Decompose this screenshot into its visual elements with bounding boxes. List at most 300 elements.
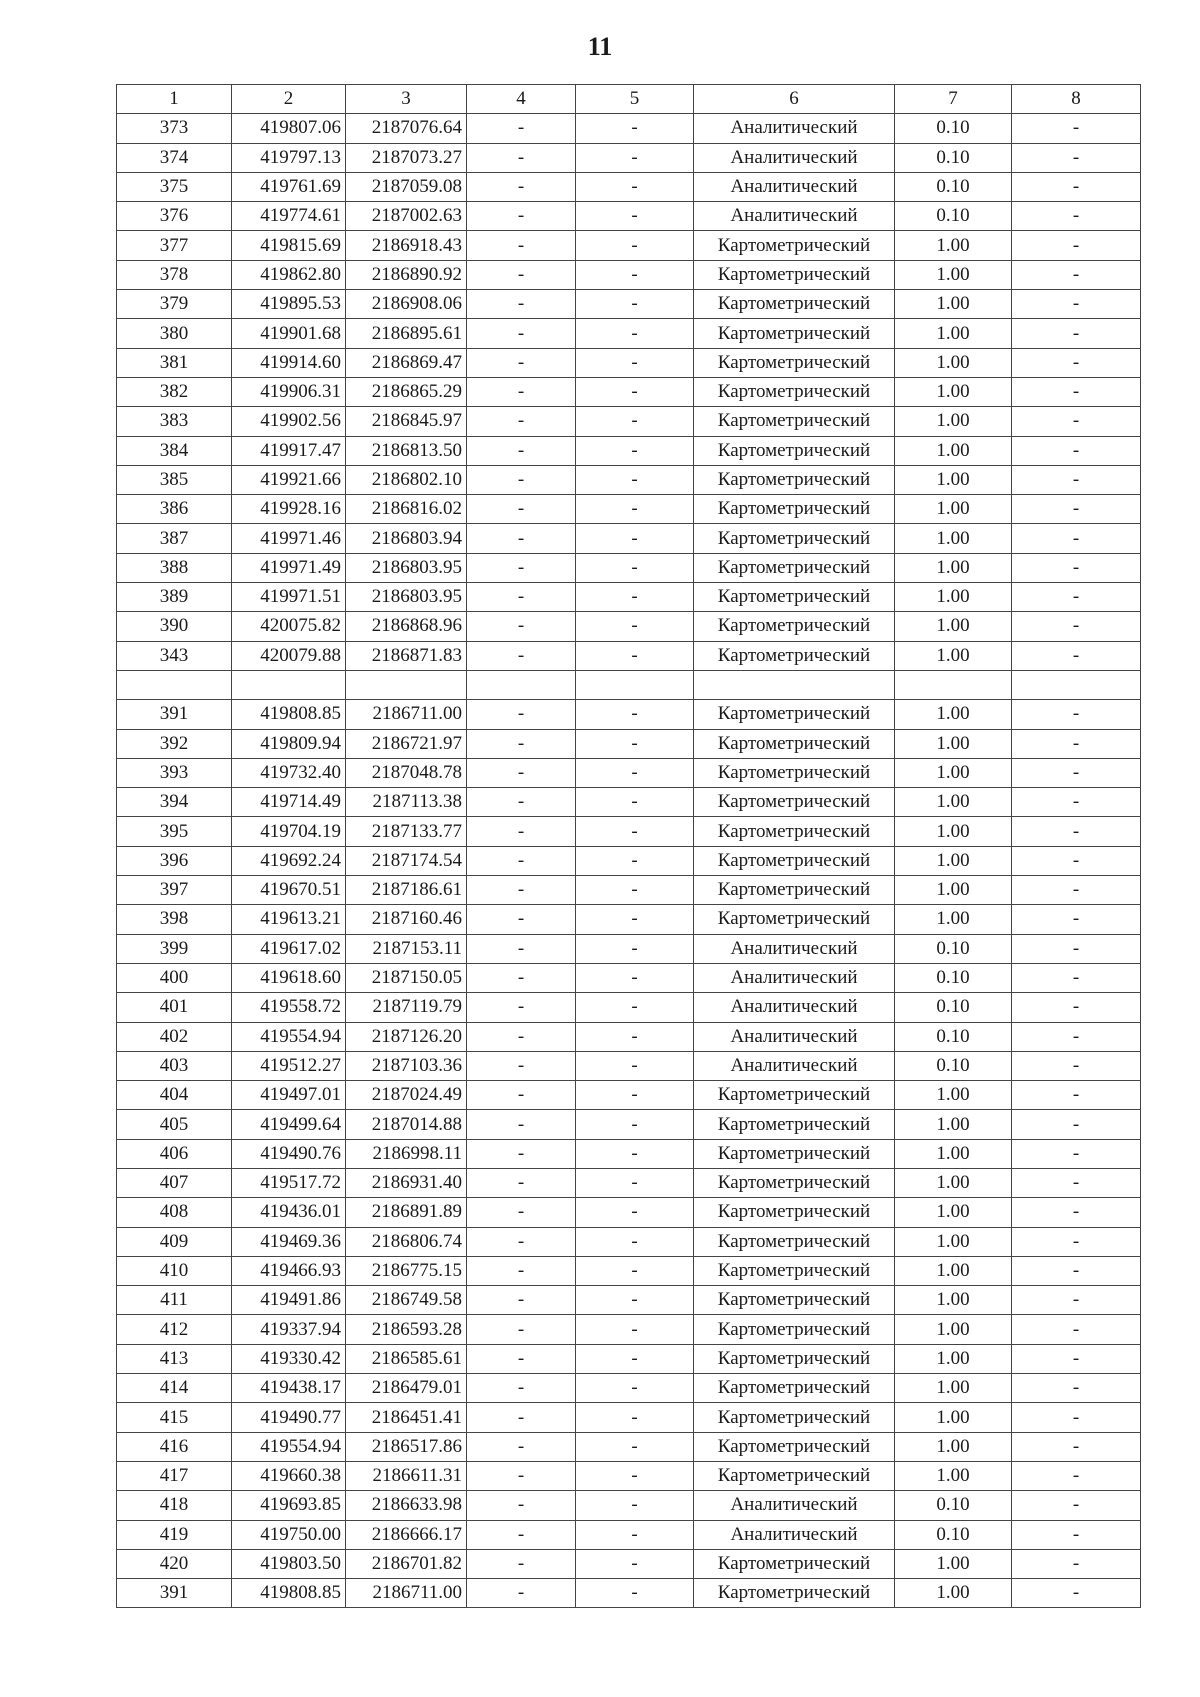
table-row (117, 1403, 1141, 1432)
cell-point-number: 416 (117, 1432, 232, 1461)
table-row (117, 1579, 1141, 1608)
cell-column-5-value: - (576, 846, 694, 875)
cell-method: Картометрический (694, 1081, 895, 1110)
cell-column-5-value: - (576, 817, 694, 846)
cell-accuracy: 1.00 (895, 1286, 1012, 1315)
cell-x-coordinate: 419337.94 (232, 1315, 346, 1344)
cell-method: Аналитический (694, 143, 895, 172)
cell-accuracy: 1.00 (895, 905, 1012, 934)
cell-point-number: 393 (117, 758, 232, 787)
table-row (117, 260, 1141, 289)
cell-y-coordinate: 2186871.83 (346, 641, 467, 670)
cell-column-4-value: - (467, 1403, 576, 1432)
cell-y-coordinate: 2187119.79 (346, 993, 467, 1022)
cell-y-coordinate: 2187113.38 (346, 788, 467, 817)
cell-column-8-value: - (1012, 788, 1141, 817)
cell-column-4-value: - (467, 465, 576, 494)
cell-y-coordinate: 2187073.27 (346, 143, 467, 172)
cell-point-number: 382 (117, 377, 232, 406)
cell-y-coordinate: 2186585.61 (346, 1344, 467, 1373)
table-row (117, 700, 1141, 729)
cell-column-4-value: - (467, 1256, 576, 1285)
cell-accuracy: 1.00 (895, 260, 1012, 289)
cell-accuracy: 1.00 (895, 788, 1012, 817)
table-row (117, 1139, 1141, 1168)
cell-column-4-value: - (467, 319, 576, 348)
cell-y-coordinate: 2186611.31 (346, 1461, 467, 1490)
table-row (117, 583, 1141, 612)
cell-point-number: 386 (117, 495, 232, 524)
cell-point-number: 398 (117, 905, 232, 934)
cell-accuracy: 0.10 (895, 143, 1012, 172)
cell-column-5-value: - (576, 231, 694, 260)
cell-column-4-value: - (467, 1198, 576, 1227)
cell-column-8-value: - (1012, 1403, 1141, 1432)
cell-point-number: 395 (117, 817, 232, 846)
cell-method (694, 670, 895, 699)
cell-column-5-value: - (576, 1227, 694, 1256)
cell-method: Картометрический (694, 1549, 895, 1578)
cell-y-coordinate: 2186775.15 (346, 1256, 467, 1285)
cell-accuracy: 0.10 (895, 993, 1012, 1022)
cell-accuracy: 1.00 (895, 319, 1012, 348)
cell-column-5-value: - (576, 934, 694, 963)
cell-column-4-value: - (467, 407, 576, 436)
table-row (117, 612, 1141, 641)
cell-column-5-value: - (576, 1110, 694, 1139)
cell-method: Картометрический (694, 524, 895, 553)
cell-point-number: 377 (117, 231, 232, 260)
table-row (117, 465, 1141, 494)
cell-column-4-value: - (467, 1520, 576, 1549)
cell-x-coordinate (232, 670, 346, 699)
cell-accuracy: 1.00 (895, 1198, 1012, 1227)
cell-column-8-value: - (1012, 377, 1141, 406)
cell-y-coordinate: 2186451.41 (346, 1403, 467, 1432)
cell-y-coordinate: 2186593.28 (346, 1315, 467, 1344)
cell-accuracy (895, 670, 1012, 699)
cell-method: Картометрический (694, 1432, 895, 1461)
cell-point-number: 373 (117, 114, 232, 143)
cell-x-coordinate: 419902.56 (232, 407, 346, 436)
cell-column-4-value: - (467, 290, 576, 319)
cell-column-8-value: - (1012, 993, 1141, 1022)
cell-column-5-value: - (576, 436, 694, 465)
table-row (117, 348, 1141, 377)
cell-column-8-value: - (1012, 700, 1141, 729)
cell-accuracy: 0.10 (895, 1022, 1012, 1051)
cell-x-coordinate: 419436.01 (232, 1198, 346, 1227)
cell-column-8-value: - (1012, 114, 1141, 143)
cell-column-5-value: - (576, 1403, 694, 1432)
column-header-1: 1 (117, 85, 232, 114)
cell-column-8-value: - (1012, 817, 1141, 846)
cell-column-5-value: - (576, 876, 694, 905)
cell-x-coordinate: 419617.02 (232, 934, 346, 963)
cell-column-8-value: - (1012, 407, 1141, 436)
cell-column-8-value: - (1012, 1168, 1141, 1197)
cell-column-4-value: - (467, 143, 576, 172)
cell-x-coordinate: 419895.53 (232, 290, 346, 319)
cell-method: Картометрический (694, 319, 895, 348)
cell-y-coordinate: 2186806.74 (346, 1227, 467, 1256)
table-row (117, 817, 1141, 846)
cell-column-4-value: - (467, 1432, 576, 1461)
cell-x-coordinate: 419554.94 (232, 1022, 346, 1051)
cell-column-5-value: - (576, 348, 694, 377)
cell-accuracy: 1.00 (895, 231, 1012, 260)
cell-column-4-value: - (467, 1110, 576, 1139)
cell-point-number: 406 (117, 1139, 232, 1168)
cell-method: Картометрический (694, 1168, 895, 1197)
cell-column-8-value: - (1012, 202, 1141, 231)
cell-x-coordinate: 419803.50 (232, 1549, 346, 1578)
cell-point-number: 414 (117, 1374, 232, 1403)
cell-x-coordinate: 419971.46 (232, 524, 346, 553)
cell-column-4-value: - (467, 114, 576, 143)
cell-accuracy: 1.00 (895, 641, 1012, 670)
cell-accuracy: 1.00 (895, 348, 1012, 377)
table-row (117, 846, 1141, 875)
cell-column-5-value: - (576, 1139, 694, 1168)
cell-column-5-value: - (576, 1256, 694, 1285)
cell-column-5-value: - (576, 729, 694, 758)
cell-column-4-value: - (467, 1549, 576, 1578)
cell-method: Аналитический (694, 963, 895, 992)
cell-column-4-value: - (467, 817, 576, 846)
cell-column-4-value: - (467, 1081, 576, 1110)
cell-point-number: 410 (117, 1256, 232, 1285)
cell-column-5-value: - (576, 612, 694, 641)
cell-x-coordinate: 419809.94 (232, 729, 346, 758)
table-row (117, 963, 1141, 992)
cell-column-4-value: - (467, 1168, 576, 1197)
cell-method: Картометрический (694, 817, 895, 846)
cell-accuracy: 0.10 (895, 202, 1012, 231)
cell-column-4-value: - (467, 1286, 576, 1315)
cell-column-8-value: - (1012, 905, 1141, 934)
cell-method: Аналитический (694, 1520, 895, 1549)
cell-y-coordinate: 2187186.61 (346, 876, 467, 905)
cell-y-coordinate: 2186845.97 (346, 407, 467, 436)
table-row (117, 1168, 1141, 1197)
cell-method: Аналитический (694, 1051, 895, 1080)
cell-column-5-value: - (576, 1051, 694, 1080)
cell-point-number: 397 (117, 876, 232, 905)
cell-y-coordinate: 2186890.92 (346, 260, 467, 289)
cell-column-8-value: - (1012, 1579, 1141, 1608)
column-header-6: 6 (694, 85, 895, 114)
cell-column-5-value: - (576, 1579, 694, 1608)
cell-column-5-value: - (576, 1198, 694, 1227)
cell-column-5-value (576, 670, 694, 699)
cell-accuracy: 1.00 (895, 1081, 1012, 1110)
cell-y-coordinate: 2186721.97 (346, 729, 467, 758)
cell-x-coordinate: 419797.13 (232, 143, 346, 172)
cell-column-8-value: - (1012, 729, 1141, 758)
cell-column-5-value: - (576, 553, 694, 582)
cell-column-4-value: - (467, 231, 576, 260)
cell-column-4-value: - (467, 1139, 576, 1168)
cell-point-number: 380 (117, 319, 232, 348)
cell-accuracy: 1.00 (895, 583, 1012, 612)
cell-point-number: 401 (117, 993, 232, 1022)
cell-x-coordinate: 420079.88 (232, 641, 346, 670)
table-row (117, 114, 1141, 143)
cell-accuracy: 0.10 (895, 963, 1012, 992)
cell-column-8-value: - (1012, 612, 1141, 641)
cell-y-coordinate: 2187150.05 (346, 963, 467, 992)
cell-accuracy: 1.00 (895, 495, 1012, 524)
cell-method: Аналитический (694, 172, 895, 201)
cell-method: Картометрический (694, 495, 895, 524)
cell-method: Картометрический (694, 1403, 895, 1432)
cell-column-8-value (1012, 670, 1141, 699)
cell-accuracy: 1.00 (895, 1168, 1012, 1197)
table-row (117, 495, 1141, 524)
cell-column-4-value: - (467, 436, 576, 465)
cell-column-8-value: - (1012, 1139, 1141, 1168)
table-row (117, 641, 1141, 670)
table-row (117, 1491, 1141, 1520)
cell-y-coordinate: 2186803.95 (346, 553, 467, 582)
cell-column-8-value: - (1012, 1081, 1141, 1110)
cell-method: Картометрический (694, 905, 895, 934)
cell-method: Картометрический (694, 1461, 895, 1490)
cell-point-number: 413 (117, 1344, 232, 1373)
cell-y-coordinate: 2186816.02 (346, 495, 467, 524)
cell-y-coordinate: 2187126.20 (346, 1022, 467, 1051)
cell-column-5-value: - (576, 1286, 694, 1315)
cell-method: Картометрический (694, 1139, 895, 1168)
cell-method: Картометрический (694, 1315, 895, 1344)
cell-accuracy: 1.00 (895, 524, 1012, 553)
cell-accuracy: 1.00 (895, 553, 1012, 582)
cell-point-number: 381 (117, 348, 232, 377)
cell-accuracy: 1.00 (895, 1374, 1012, 1403)
cell-column-5-value: - (576, 1168, 694, 1197)
cell-y-coordinate: 2187076.64 (346, 114, 467, 143)
cell-method: Картометрический (694, 377, 895, 406)
cell-y-coordinate: 2187153.11 (346, 934, 467, 963)
cell-x-coordinate: 419971.49 (232, 553, 346, 582)
cell-column-4-value: - (467, 172, 576, 201)
cell-column-4-value: - (467, 641, 576, 670)
cell-column-4-value: - (467, 553, 576, 582)
cell-column-4-value: - (467, 1374, 576, 1403)
cell-column-8-value: - (1012, 1227, 1141, 1256)
table-row (117, 1520, 1141, 1549)
cell-column-4-value: - (467, 846, 576, 875)
cell-y-coordinate: 2186666.17 (346, 1520, 467, 1549)
cell-point-number: 407 (117, 1168, 232, 1197)
cell-method: Картометрический (694, 641, 895, 670)
cell-y-coordinate: 2187133.77 (346, 817, 467, 846)
cell-y-coordinate: 2186908.06 (346, 290, 467, 319)
cell-method: Картометрический (694, 260, 895, 289)
cell-y-coordinate: 2186813.50 (346, 436, 467, 465)
cell-column-4-value: - (467, 1461, 576, 1490)
cell-column-8-value: - (1012, 172, 1141, 201)
column-header-7: 7 (895, 85, 1012, 114)
cell-x-coordinate: 419807.06 (232, 114, 346, 143)
cell-method: Картометрический (694, 348, 895, 377)
cell-column-4-value: - (467, 495, 576, 524)
cell-column-5-value: - (576, 905, 694, 934)
cell-column-4-value: - (467, 583, 576, 612)
cell-point-number: 390 (117, 612, 232, 641)
cell-column-8-value: - (1012, 1022, 1141, 1051)
table-row (117, 377, 1141, 406)
table-row (117, 407, 1141, 436)
cell-column-4-value: - (467, 612, 576, 641)
cell-point-number: 384 (117, 436, 232, 465)
cell-accuracy: 1.00 (895, 1139, 1012, 1168)
table-row (117, 1081, 1141, 1110)
cell-column-8-value: - (1012, 1051, 1141, 1080)
cell-point-number: 343 (117, 641, 232, 670)
cell-column-4-value: - (467, 1227, 576, 1256)
cell-y-coordinate: 2186479.01 (346, 1374, 467, 1403)
cell-column-8-value: - (1012, 436, 1141, 465)
table-row (117, 788, 1141, 817)
table-row (117, 670, 1141, 699)
cell-y-coordinate: 2186803.95 (346, 583, 467, 612)
cell-column-8-value: - (1012, 1461, 1141, 1490)
cell-column-8-value: - (1012, 524, 1141, 553)
table-row (117, 1374, 1141, 1403)
cell-y-coordinate: 2187103.36 (346, 1051, 467, 1080)
cell-method: Картометрический (694, 729, 895, 758)
cell-column-8-value: - (1012, 495, 1141, 524)
cell-accuracy: 0.10 (895, 172, 1012, 201)
table-row (117, 1344, 1141, 1373)
cell-point-number: 383 (117, 407, 232, 436)
cell-point-number: 419 (117, 1520, 232, 1549)
cell-point-number: 394 (117, 788, 232, 817)
cell-column-4-value: - (467, 260, 576, 289)
cell-x-coordinate: 419490.77 (232, 1403, 346, 1432)
table-row (117, 1051, 1141, 1080)
table-row (117, 553, 1141, 582)
table-row (117, 1198, 1141, 1227)
cell-method: Картометрический (694, 1198, 895, 1227)
cell-accuracy: 1.00 (895, 1256, 1012, 1285)
cell-method: Картометрический (694, 436, 895, 465)
cell-x-coordinate: 419613.21 (232, 905, 346, 934)
cell-column-5-value: - (576, 788, 694, 817)
cell-y-coordinate: 2186749.58 (346, 1286, 467, 1315)
cell-column-5-value: - (576, 963, 694, 992)
cell-column-8-value: - (1012, 963, 1141, 992)
cell-column-8-value: - (1012, 1344, 1141, 1373)
cell-column-5-value: - (576, 993, 694, 1022)
cell-method: Аналитический (694, 934, 895, 963)
table-row (117, 290, 1141, 319)
cell-y-coordinate: 2187048.78 (346, 758, 467, 787)
cell-column-5-value: - (576, 202, 694, 231)
coordinates-table (116, 84, 1141, 1608)
cell-y-coordinate: 2186868.96 (346, 612, 467, 641)
table-row (117, 1286, 1141, 1315)
page-number: 11 (587, 32, 613, 61)
cell-x-coordinate: 419491.86 (232, 1286, 346, 1315)
cell-x-coordinate: 419921.66 (232, 465, 346, 494)
cell-column-5-value: - (576, 114, 694, 143)
cell-point-number: 396 (117, 846, 232, 875)
cell-method: Картометрический (694, 553, 895, 582)
cell-column-5-value: - (576, 377, 694, 406)
cell-column-4-value: - (467, 1022, 576, 1051)
cell-column-5-value: - (576, 1081, 694, 1110)
cell-accuracy: 0.10 (895, 934, 1012, 963)
table-row (117, 319, 1141, 348)
cell-method: Картометрический (694, 1579, 895, 1608)
cell-x-coordinate: 419750.00 (232, 1520, 346, 1549)
cell-point-number: 404 (117, 1081, 232, 1110)
cell-column-4-value: - (467, 905, 576, 934)
cell-x-coordinate: 419862.80 (232, 260, 346, 289)
cell-x-coordinate: 419704.19 (232, 817, 346, 846)
cell-column-4-value: - (467, 1315, 576, 1344)
cell-point-number: 375 (117, 172, 232, 201)
cell-x-coordinate: 419914.60 (232, 348, 346, 377)
cell-column-5-value: - (576, 495, 694, 524)
cell-point-number: 385 (117, 465, 232, 494)
cell-column-4-value (467, 670, 576, 699)
table-row (117, 993, 1141, 1022)
cell-column-4-value: - (467, 788, 576, 817)
cell-y-coordinate: 2186701.82 (346, 1549, 467, 1578)
cell-column-5-value: - (576, 465, 694, 494)
cell-column-4-value: - (467, 993, 576, 1022)
cell-column-8-value: - (1012, 1198, 1141, 1227)
table-header-row (117, 85, 1141, 114)
table-row (117, 1022, 1141, 1051)
cell-method: Картометрический (694, 407, 895, 436)
table-row (117, 1432, 1141, 1461)
table-row (117, 1549, 1141, 1578)
table-row (117, 436, 1141, 465)
cell-x-coordinate: 419906.31 (232, 377, 346, 406)
cell-column-8-value: - (1012, 1491, 1141, 1520)
cell-method: Аналитический (694, 993, 895, 1022)
cell-column-8-value: - (1012, 876, 1141, 905)
cell-point-number: 418 (117, 1491, 232, 1520)
cell-x-coordinate: 419670.51 (232, 876, 346, 905)
cell-column-8-value: - (1012, 641, 1141, 670)
table-row (117, 231, 1141, 260)
cell-accuracy: 1.00 (895, 1315, 1012, 1344)
cell-y-coordinate: 2186865.29 (346, 377, 467, 406)
cell-point-number: 409 (117, 1227, 232, 1256)
cell-y-coordinate: 2186711.00 (346, 1579, 467, 1608)
cell-column-5-value: - (576, 1461, 694, 1490)
cell-point-number: 392 (117, 729, 232, 758)
cell-accuracy: 0.10 (895, 114, 1012, 143)
table-row (117, 1315, 1141, 1344)
cell-accuracy: 1.00 (895, 1461, 1012, 1490)
cell-column-4-value: - (467, 1579, 576, 1608)
cell-method: Картометрический (694, 465, 895, 494)
cell-column-8-value: - (1012, 1549, 1141, 1578)
cell-method: Картометрический (694, 700, 895, 729)
cell-method: Аналитический (694, 202, 895, 231)
cell-x-coordinate: 419928.16 (232, 495, 346, 524)
cell-method: Аналитический (694, 1022, 895, 1051)
cell-column-5-value: - (576, 1491, 694, 1520)
cell-column-8-value: - (1012, 1374, 1141, 1403)
